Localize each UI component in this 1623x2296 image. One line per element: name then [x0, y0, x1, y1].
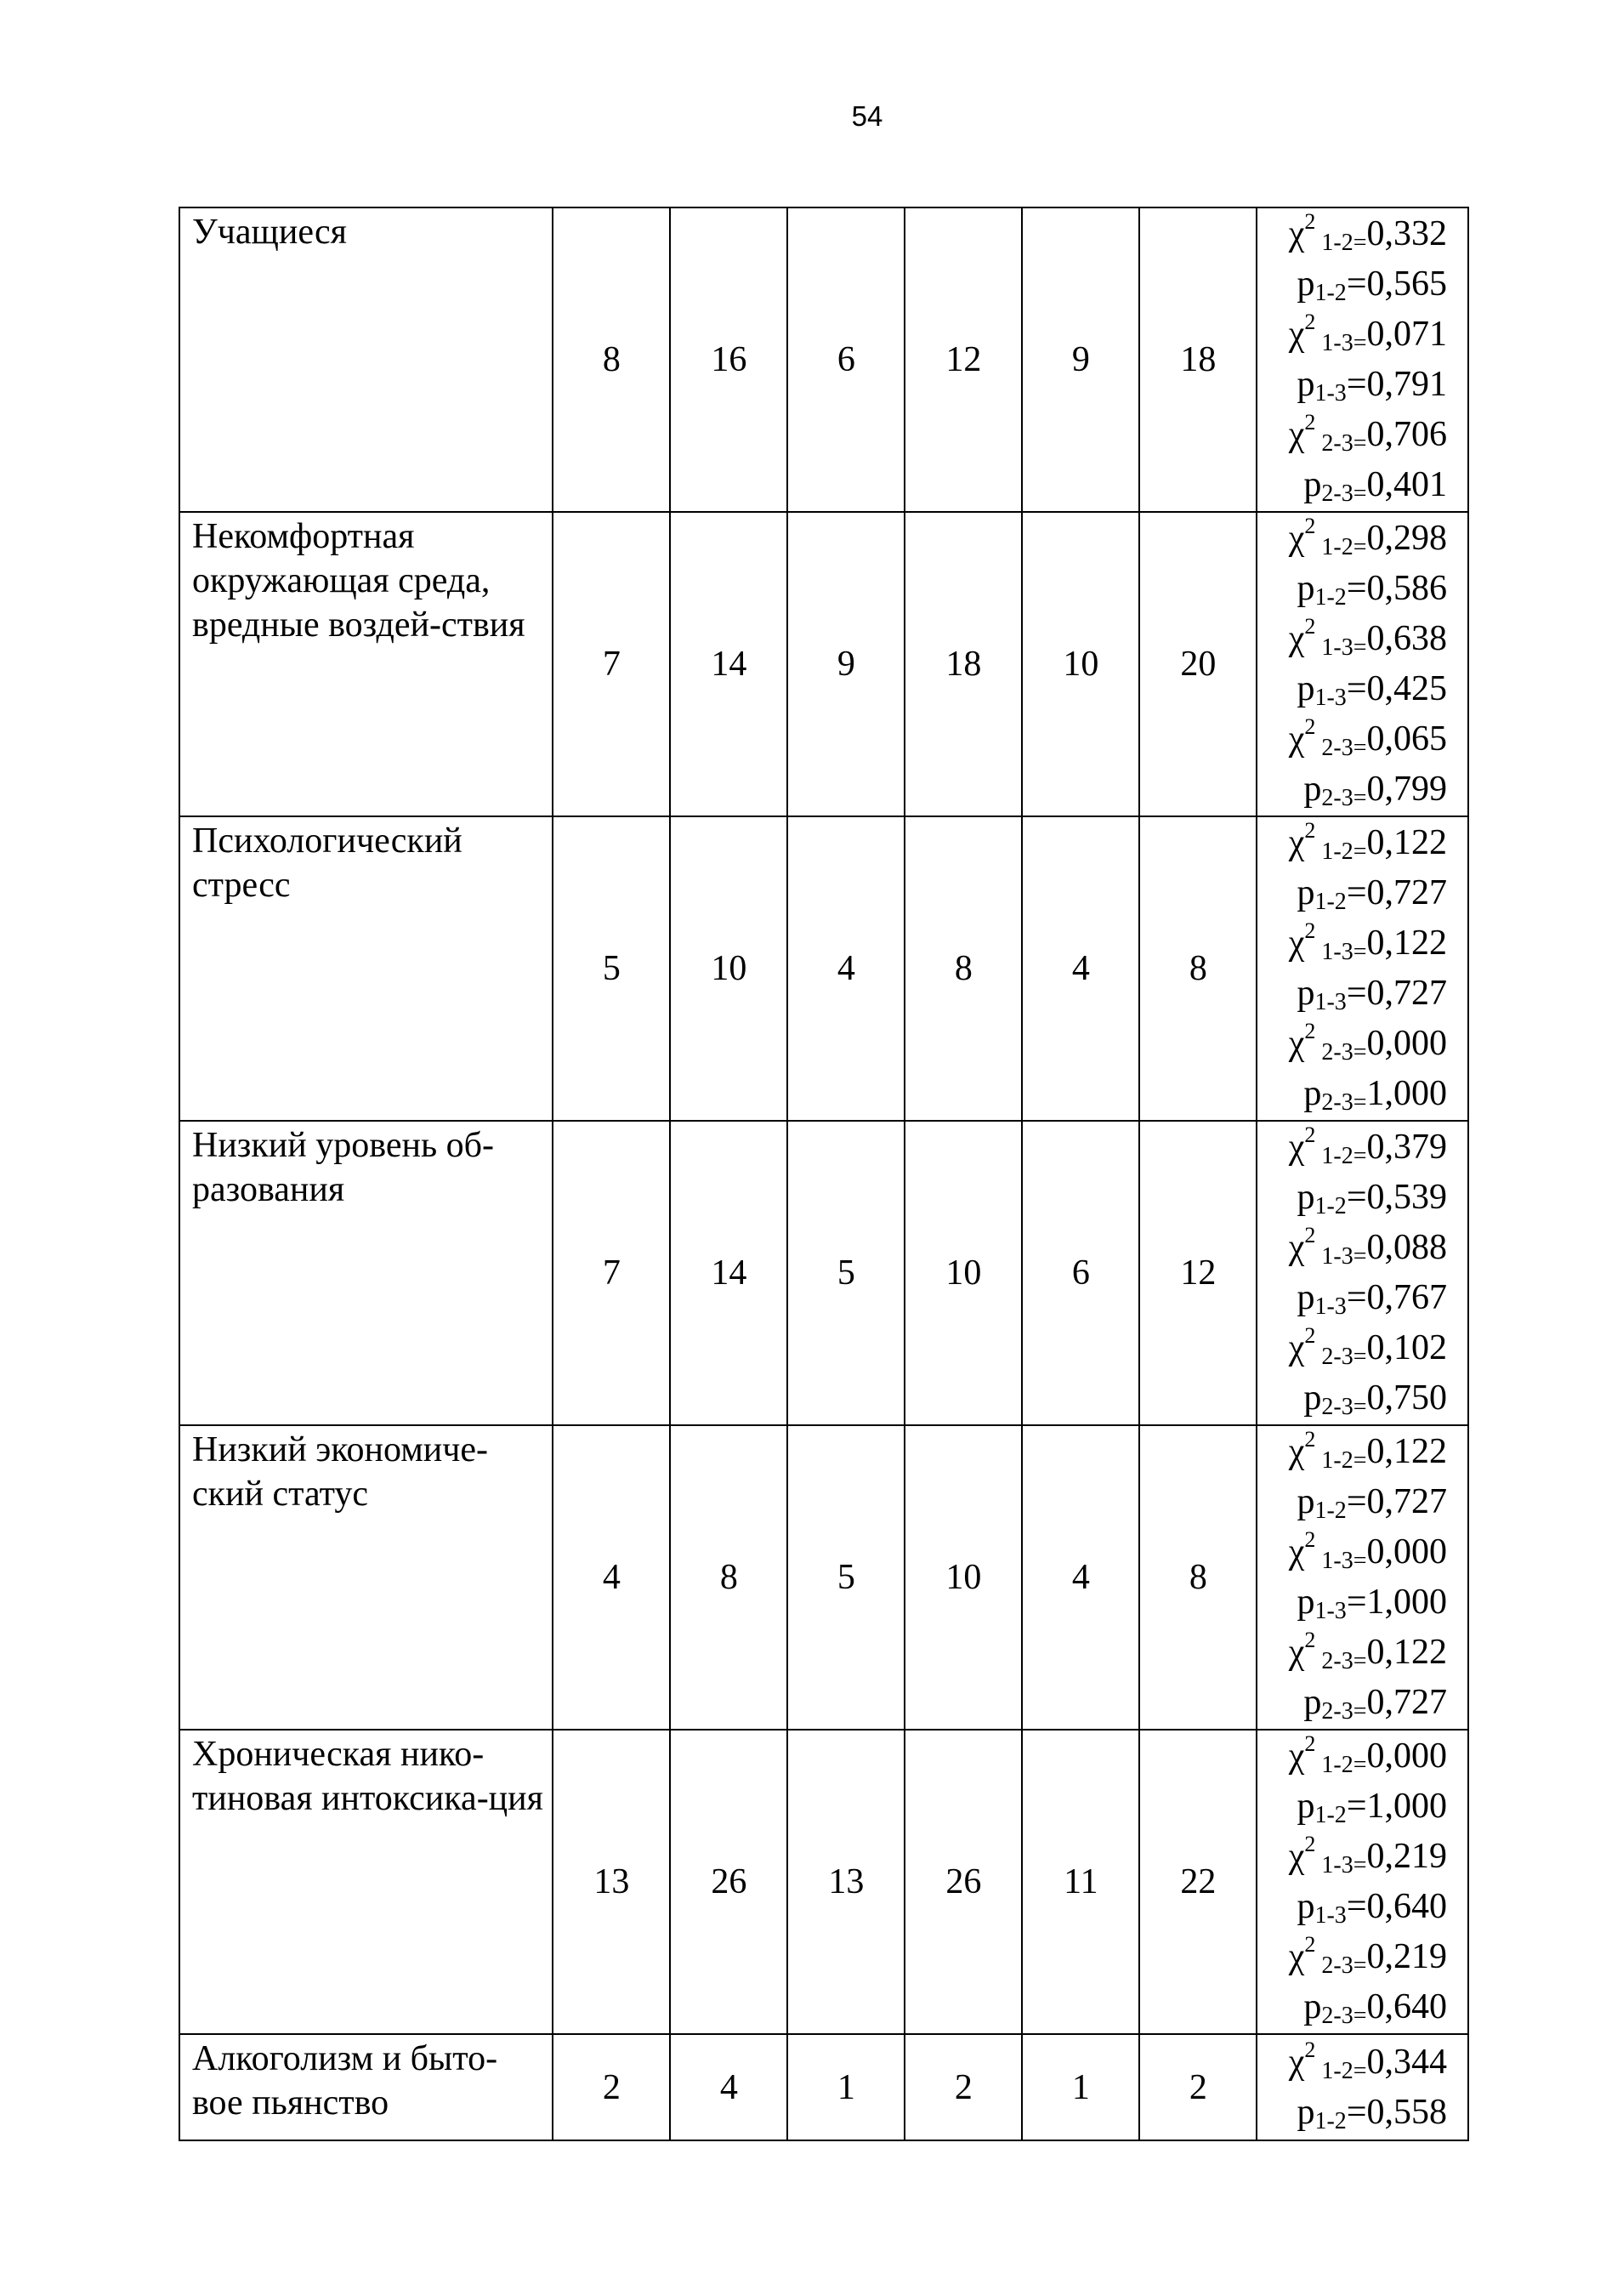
- statistic-line: [1257, 664, 1447, 714]
- statistic-symbol: χ: [1288, 315, 1305, 354]
- statistic-value: =1,000: [1346, 1583, 1447, 1622]
- statistic-symbol: р: [1297, 1583, 1315, 1622]
- statistic-subscript: 1-2=: [1315, 230, 1367, 256]
- statistic-line: [1257, 1019, 1447, 1069]
- statistic-value: 0,071: [1366, 315, 1447, 354]
- statistic-line: [1257, 1323, 1447, 1373]
- statistic-value: 0,219: [1366, 1937, 1447, 1976]
- statistic-line: [1257, 918, 1447, 969]
- value-cell: 4: [1022, 816, 1139, 1121]
- statistic-symbol: χ: [1288, 823, 1305, 862]
- statistic-value: =0,565: [1346, 264, 1447, 304]
- statistic-line: [1257, 1223, 1447, 1273]
- factor-cell: Низкий уровень об-разования: [179, 1121, 553, 1425]
- statistic-symbol: χ: [1288, 519, 1305, 558]
- statistic-subscript: 2-3=: [1321, 785, 1367, 811]
- statistic-subscript: 1-2: [1314, 1802, 1347, 1828]
- statistic-symbol: χ: [1288, 1228, 1305, 1267]
- statistic-symbol: р: [1297, 1787, 1315, 1826]
- statistic-line: [1257, 2037, 1447, 2088]
- statistic-symbol: χ: [1288, 214, 1305, 253]
- statistic-value: =0,586: [1346, 569, 1447, 608]
- statistic-value: 0,706: [1366, 415, 1447, 454]
- statistic-subscript: 1-2: [1314, 280, 1347, 306]
- value-cell: 8: [670, 1425, 787, 1730]
- value-cell: 2: [1139, 2034, 1257, 2140]
- factor-cell: Хроническая нико-тиновая интоксика-ция: [179, 1730, 553, 2034]
- statistic-subscript: 1-3=: [1315, 1243, 1367, 1270]
- statistic-line: [1257, 2088, 1447, 2138]
- statistic-symbol: χ: [1288, 1024, 1305, 1063]
- statistic-line: [1257, 1731, 1447, 1782]
- value-cell: 6: [1022, 1121, 1139, 1425]
- statistic-value: =0,425: [1346, 669, 1447, 708]
- statistic-line: [1257, 1782, 1447, 1832]
- page-number: 54: [851, 100, 883, 132]
- statistic-line: [1257, 1882, 1447, 1932]
- statistic-subscript: 1-2: [1314, 1193, 1347, 1219]
- value-cell: 14: [670, 512, 787, 816]
- factor-cell: Низкий экономиче-ский статус: [179, 1425, 553, 1730]
- value-cell: 7: [553, 1121, 670, 1425]
- statistic-superscript: 2: [1304, 1527, 1316, 1552]
- statistic-symbol: р: [1297, 365, 1315, 404]
- statistic-superscript: 2: [1304, 818, 1316, 843]
- statistic-subscript: 1-3: [1314, 1293, 1347, 1320]
- factor-cell: Некомфортная окружающая среда, вредные воздей-ствия: [179, 512, 553, 816]
- statistic-subscript: 1-2=: [1315, 534, 1367, 560]
- statistic-symbol: χ: [1288, 1633, 1305, 1672]
- statistic-value: =0,767: [1346, 1278, 1447, 1317]
- statistic-superscript: 2: [1304, 209, 1316, 234]
- statistic-superscript: 2: [1304, 1019, 1316, 1043]
- statistic-line: [1257, 259, 1447, 310]
- statistic-subscript: 1-3=: [1315, 634, 1367, 661]
- statistic-symbol: χ: [1288, 1937, 1305, 1976]
- statistic-subscript: 2-3=: [1315, 735, 1367, 761]
- statistic-subscript: 1-2=: [1315, 1143, 1367, 1169]
- statistic-line: [1257, 209, 1447, 259]
- statistic-value: 1,000: [1366, 1074, 1447, 1113]
- value-cell: 4: [1022, 1425, 1139, 1730]
- value-cell: 8: [1139, 1425, 1257, 1730]
- statistic-value: 0,000: [1366, 1024, 1447, 1063]
- statistic-superscript: 2: [1304, 1932, 1316, 1957]
- value-cell: 2: [553, 2034, 670, 2140]
- statistic-symbol: р: [1297, 669, 1315, 708]
- value-cell: 9: [787, 512, 905, 816]
- statistic-line: [1257, 310, 1447, 360]
- statistic-subscript: 1-2=: [1315, 838, 1367, 865]
- statistic-value: =0,727: [1346, 1482, 1447, 1521]
- statistic-line: [1257, 410, 1447, 460]
- statistic-subscript: 2-3=: [1321, 480, 1367, 507]
- statistic-value: 0,332: [1366, 214, 1447, 253]
- statistic-value: 0,102: [1366, 1328, 1447, 1367]
- statistic-line: [1257, 1832, 1447, 1882]
- statistic-value: 0,638: [1366, 619, 1447, 658]
- statistic-symbol: р: [1297, 1278, 1315, 1317]
- value-cell: 1: [787, 2034, 905, 2140]
- value-cell: 4: [787, 816, 905, 1121]
- statistic-subscript: 1-3: [1314, 1598, 1347, 1624]
- table-row: [179, 207, 1468, 512]
- statistic-symbol: χ: [1288, 415, 1305, 454]
- statistic-symbol: р: [1303, 1074, 1322, 1113]
- statistic-superscript: 2: [1304, 918, 1316, 943]
- table-body: [179, 207, 1468, 2140]
- statistic-symbol: р: [1303, 1683, 1322, 1722]
- statistic-value: =0,727: [1346, 873, 1447, 912]
- statistic-subscript: 1-2=: [1315, 2057, 1367, 2084]
- statistic-line: [1257, 514, 1447, 564]
- statistic-value: 0,727: [1366, 1683, 1447, 1722]
- statistic-symbol: р: [1297, 1178, 1315, 1217]
- statistic-line: [1257, 1173, 1447, 1223]
- statistic-value: 0,750: [1366, 1378, 1447, 1418]
- statistic-subscript: 1-3: [1314, 380, 1347, 406]
- statistic-subscript: 2-3=: [1315, 1648, 1367, 1674]
- statistic-superscript: 2: [1304, 1628, 1316, 1652]
- statistic-line: [1257, 1477, 1447, 1527]
- statistic-value: =1,000: [1346, 1787, 1447, 1826]
- statistic-line: [1257, 1527, 1447, 1577]
- statistics-cell: [1257, 2034, 1468, 2140]
- statistic-value: 0,122: [1366, 1432, 1447, 1471]
- value-cell: 1: [1022, 2034, 1139, 2140]
- value-cell: 5: [787, 1425, 905, 1730]
- value-cell: 4: [670, 2034, 787, 2140]
- statistic-line: [1257, 614, 1447, 664]
- statistic-value: 0,344: [1366, 2042, 1447, 2082]
- statistics-cell: [1257, 1425, 1468, 1730]
- value-cell: 18: [1139, 207, 1257, 512]
- statistic-line: [1257, 1932, 1447, 1982]
- statistic-subscript: 2-3=: [1315, 1952, 1367, 1979]
- statistic-symbol: р: [1297, 2092, 1315, 2132]
- statistic-line: [1257, 1373, 1447, 1424]
- statistic-line: [1257, 460, 1447, 510]
- statistic-line: [1257, 1982, 1447, 2032]
- statistic-value: =0,727: [1346, 974, 1447, 1013]
- statistic-subscript: 1-3=: [1315, 1548, 1367, 1574]
- statistics-cell: [1257, 512, 1468, 816]
- statistic-superscript: 2: [1304, 1731, 1316, 1756]
- statistic-value: 0,379: [1366, 1128, 1447, 1167]
- statistic-subscript: 1-2: [1314, 584, 1347, 611]
- statistic-superscript: 2: [1304, 1122, 1316, 1147]
- statistic-value: 0,088: [1366, 1228, 1447, 1267]
- statistic-value: =0,791: [1346, 365, 1447, 404]
- statistic-symbol: р: [1297, 1887, 1315, 1926]
- statistic-superscript: 2: [1304, 2037, 1316, 2062]
- factor-cell: Психологический стресс: [179, 816, 553, 1121]
- value-cell: 8: [1139, 816, 1257, 1121]
- statistic-line: [1257, 868, 1447, 918]
- statistic-value: 0,298: [1366, 519, 1447, 558]
- statistic-symbol: χ: [1288, 1432, 1305, 1471]
- statistic-symbol: р: [1297, 873, 1315, 912]
- statistic-superscript: 2: [1304, 1223, 1316, 1247]
- statistic-symbol: р: [1297, 264, 1315, 304]
- table-row: [179, 1425, 1468, 1730]
- statistic-subscript: 1-2: [1314, 889, 1347, 915]
- statistic-subscript: 1-3: [1314, 989, 1347, 1015]
- statistic-symbol: χ: [1288, 1128, 1305, 1167]
- value-cell: 26: [905, 1730, 1022, 2034]
- statistics-cell: [1257, 1121, 1468, 1425]
- value-cell: 6: [787, 207, 905, 512]
- table-row: [179, 2034, 1468, 2140]
- statistic-subscript: 1-2=: [1315, 1752, 1367, 1778]
- statistic-line: [1257, 969, 1447, 1019]
- statistic-subscript: 1-3=: [1315, 939, 1367, 965]
- statistic-symbol: р: [1297, 974, 1315, 1013]
- statistic-value: 0,122: [1366, 924, 1447, 963]
- statistic-line: [1257, 1427, 1447, 1477]
- statistic-symbol: χ: [1288, 619, 1305, 658]
- statistic-symbol: р: [1297, 1482, 1315, 1521]
- statistic-line: [1257, 1678, 1447, 1728]
- statistic-subscript: 1-2: [1314, 1498, 1347, 1524]
- statistic-value: 0,065: [1366, 719, 1447, 759]
- statistic-subscript: 2-3=: [1315, 1344, 1367, 1370]
- statistic-superscript: 2: [1304, 410, 1316, 435]
- statistic-symbol: χ: [1288, 1736, 1305, 1776]
- statistic-value: 0,640: [1366, 1987, 1447, 2026]
- statistic-symbol: χ: [1288, 1328, 1305, 1367]
- statistic-value: =0,539: [1346, 1178, 1447, 1217]
- statistic-superscript: 2: [1304, 614, 1316, 639]
- statistic-line: [1257, 1577, 1447, 1628]
- statistic-line: [1257, 1273, 1447, 1323]
- value-cell: 13: [787, 1730, 905, 2034]
- value-cell: 13: [553, 1730, 670, 2034]
- statistic-symbol: р: [1297, 569, 1315, 608]
- value-cell: 10: [905, 1121, 1022, 1425]
- statistic-symbol: χ: [1288, 1837, 1305, 1876]
- statistic-subscript: 1-3=: [1315, 1852, 1367, 1878]
- statistic-line: [1257, 1122, 1447, 1173]
- value-cell: 8: [905, 816, 1022, 1121]
- value-cell: 4: [553, 1425, 670, 1730]
- value-cell: 26: [670, 1730, 787, 2034]
- statistic-superscript: 2: [1304, 514, 1316, 538]
- statistic-value: 0,000: [1366, 1736, 1447, 1776]
- statistic-symbol: р: [1303, 1378, 1322, 1418]
- statistic-superscript: 2: [1304, 1323, 1316, 1348]
- statistic-value: =0,640: [1346, 1887, 1447, 1926]
- statistic-line: [1257, 1069, 1447, 1119]
- statistics-cell: [1257, 1730, 1468, 2034]
- statistic-subscript: 1-3: [1314, 685, 1347, 711]
- statistic-superscript: 2: [1304, 1427, 1316, 1452]
- value-cell: 14: [670, 1121, 787, 1425]
- statistic-subscript: 2-3=: [1321, 1089, 1367, 1116]
- statistic-superscript: 2: [1304, 714, 1316, 739]
- statistic-subscript: 2-3=: [1321, 1698, 1367, 1725]
- value-cell: 8: [553, 207, 670, 512]
- statistic-value: 0,122: [1366, 823, 1447, 862]
- value-cell: 18: [905, 512, 1022, 816]
- table-row: [179, 512, 1468, 816]
- statistic-subscript: 1-3: [1314, 1902, 1347, 1929]
- factor-cell: Учащиеся: [179, 207, 553, 512]
- statistic-subscript: 1-2=: [1315, 1447, 1367, 1474]
- statistic-line: [1257, 360, 1447, 410]
- value-cell: 12: [905, 207, 1022, 512]
- value-cell: 22: [1139, 1730, 1257, 2034]
- statistic-subscript: 1-3=: [1315, 330, 1367, 356]
- value-cell: 2: [905, 2034, 1022, 2140]
- statistic-value: 0,401: [1366, 465, 1447, 504]
- statistic-subscript: 2-3=: [1321, 2003, 1367, 2029]
- statistic-superscript: 2: [1304, 1832, 1316, 1856]
- statistic-subscript: 1-2: [1314, 2107, 1347, 2134]
- statistic-value: 0,799: [1366, 770, 1447, 809]
- statistic-line: [1257, 818, 1447, 868]
- statistic-superscript: 2: [1304, 310, 1316, 334]
- statistic-symbol: χ: [1288, 719, 1305, 759]
- statistic-symbol: χ: [1288, 1532, 1305, 1571]
- table-row: [179, 1730, 1468, 2034]
- value-cell: 10: [905, 1425, 1022, 1730]
- statistic-subscript: 2-3=: [1315, 430, 1367, 457]
- statistic-symbol: р: [1303, 1987, 1322, 2026]
- statistics-cell: [1257, 207, 1468, 512]
- statistic-value: 0,000: [1366, 1532, 1447, 1571]
- statistic-subscript: 2-3=: [1321, 1394, 1367, 1420]
- value-cell: 10: [670, 816, 787, 1121]
- statistic-line: [1257, 714, 1447, 764]
- table-row: [179, 816, 1468, 1121]
- statistic-value: 0,122: [1366, 1633, 1447, 1672]
- statistic-line: [1257, 764, 1447, 815]
- value-cell: 16: [670, 207, 787, 512]
- statistic-value: =0,558: [1346, 2092, 1447, 2132]
- factor-cell: Алкоголизм и быто-вое пьянство: [179, 2034, 553, 2140]
- value-cell: 5: [553, 816, 670, 1121]
- statistic-symbol: р: [1303, 770, 1322, 809]
- value-cell: 11: [1022, 1730, 1139, 2034]
- value-cell: 10: [1022, 512, 1139, 816]
- statistic-symbol: р: [1303, 465, 1322, 504]
- statistic-symbol: χ: [1288, 2042, 1305, 2082]
- statistic-value: 0,219: [1366, 1837, 1447, 1876]
- value-cell: 20: [1139, 512, 1257, 816]
- table-row: [179, 1121, 1468, 1425]
- value-cell: 12: [1139, 1121, 1257, 1425]
- statistic-subscript: 2-3=: [1315, 1039, 1367, 1066]
- statistic-line: [1257, 1628, 1447, 1678]
- statistic-symbol: χ: [1288, 924, 1305, 963]
- statistics-cell: [1257, 816, 1468, 1121]
- statistic-line: [1257, 564, 1447, 614]
- risk-factors-table: [179, 207, 1469, 2141]
- value-cell: 5: [787, 1121, 905, 1425]
- value-cell: 9: [1022, 207, 1139, 512]
- value-cell: 7: [553, 512, 670, 816]
